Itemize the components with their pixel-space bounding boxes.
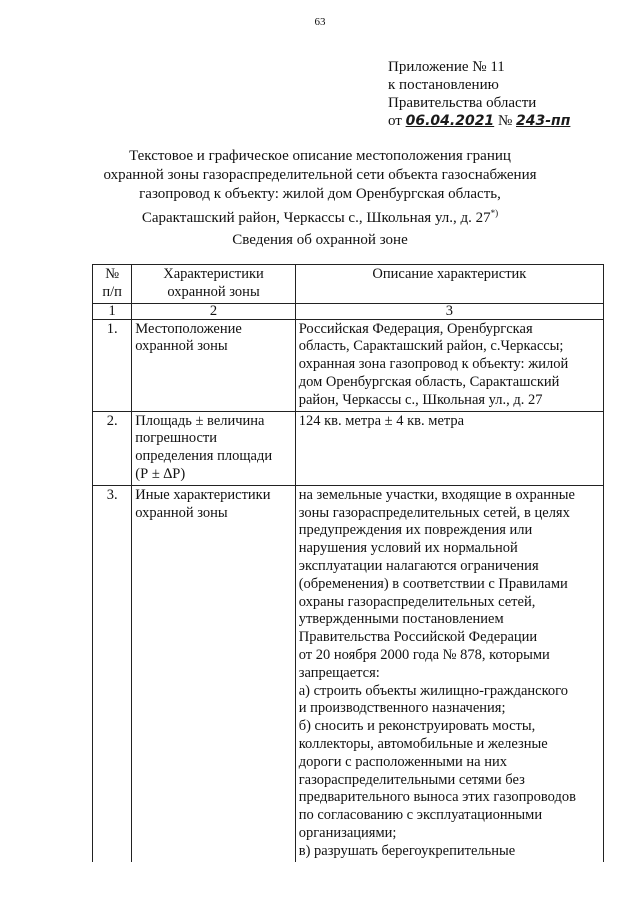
cell-text: а) строить объекты жилищно-гражданского xyxy=(298,682,568,699)
cell-text: Иные характеристики xyxy=(135,486,271,503)
cell-text: Российская Федерация, Оренбургская xyxy=(298,320,533,337)
cell-text: 124 кв. метра ± 4 кв. метра xyxy=(298,412,465,429)
appendix-date-line xyxy=(388,112,570,130)
date-prefix: от xyxy=(388,113,402,129)
cell-text: по согласованию с эксплуатационными xyxy=(298,807,543,824)
title-line: газопровод к объекту: жилой дом Оренбургская область, xyxy=(139,186,501,202)
header-text: № xyxy=(105,266,120,282)
cell-text: предупреждения их повреждения или xyxy=(298,522,533,539)
footnote-mark: *) xyxy=(490,208,499,218)
row-number: 3. xyxy=(93,485,132,861)
cell-text: (Р ± ∆Р) xyxy=(135,465,186,482)
cell-text: охраны газораспределительных сетей, xyxy=(298,593,536,610)
cell-text: дом Оренбургская область, Саракташский xyxy=(298,373,560,390)
cell-text: от 20 ноября 2000 года № 878, которыми xyxy=(298,646,550,663)
row-characteristic xyxy=(132,411,295,485)
appendix-block xyxy=(388,58,570,130)
column-number: 3 xyxy=(295,303,603,319)
handwritten-number: 243-пп xyxy=(516,113,571,129)
cell-text: нарушения условий их нормальной xyxy=(298,540,518,557)
cell-text: Правительства Российской Федерации xyxy=(298,629,538,646)
appendix-line-1: Приложение № 11 xyxy=(388,59,505,75)
cell-text: эксплуатации налагаются ограничения xyxy=(298,557,539,574)
table-header-row xyxy=(93,265,604,304)
cell-text: район, Черкассы с., Школьная ул., д. 27 xyxy=(298,391,543,408)
cell-text: охранная зона газопровод к объекту: жилой xyxy=(298,356,569,373)
document-title xyxy=(100,147,540,228)
header-description xyxy=(295,265,603,304)
appendix-line-3: Правительства области xyxy=(388,95,537,111)
header-text: охранной зоны xyxy=(167,283,260,300)
appendix-line-2: к постановлению xyxy=(388,77,499,93)
cell-text: зоны газораспределительных сетей, в целях xyxy=(298,504,570,521)
column-number-row xyxy=(93,303,604,319)
cell-text: утвержденными постановлением xyxy=(298,611,504,628)
row-characteristic xyxy=(132,485,295,861)
header-text: п/п xyxy=(102,283,122,300)
title-line-text: Саракташский район, Черкассы с., Школьная ул., д. 27 xyxy=(141,210,491,226)
header-text: Описание характеристик xyxy=(372,266,527,282)
row-description xyxy=(295,319,603,411)
title-line: охранной зоны газораспределительной сети объекта газоснабжения xyxy=(103,167,537,183)
cell-text: организациями; xyxy=(298,824,397,841)
cell-text: область, Саракташский район, с.Черкассы; xyxy=(298,338,564,355)
cell-text: Площадь ± величина xyxy=(135,412,265,429)
header-characteristic xyxy=(132,265,295,304)
column-number: 2 xyxy=(132,303,295,319)
row-characteristic xyxy=(132,319,295,411)
cell-text: Местоположение xyxy=(135,320,242,337)
cell-text: коллекторы, автомобильные и железные xyxy=(298,735,548,752)
row-description xyxy=(295,485,603,861)
table-row xyxy=(93,411,604,485)
page-number: 63 xyxy=(314,16,326,28)
title-line: Текстовое и графическое описание местоположения границ xyxy=(129,148,511,164)
cell-text: охранной зоны xyxy=(135,504,228,521)
cell-text: в) разрушать берегоукрепительные xyxy=(298,842,516,859)
section-subtitle: Сведения об охранной зоне xyxy=(232,232,408,248)
cell-text: б) сносить и реконструировать мосты, xyxy=(298,718,536,735)
cell-text: (обременения) в соответствии с Правилами xyxy=(298,575,568,592)
cell-text: и производственного назначения; xyxy=(298,700,506,717)
number-prefix: № xyxy=(497,113,513,129)
cell-text: определения площади xyxy=(135,448,273,465)
cell-text: охранной зоны xyxy=(135,338,228,355)
title-line xyxy=(100,204,540,228)
cell-text: запрещается: xyxy=(298,664,380,681)
column-number: 1 xyxy=(93,303,132,319)
cell-text: погрешности xyxy=(135,430,218,447)
cell-text: предварительного выноса этих газопроводов xyxy=(298,789,576,806)
cell-text: газораспределительными сетями без xyxy=(298,771,525,788)
table-row xyxy=(93,485,604,861)
handwritten-date: 06.04.2021 xyxy=(405,113,495,129)
header-number xyxy=(93,265,132,304)
row-number: 1. xyxy=(93,319,132,411)
protection-zone-table xyxy=(92,264,604,862)
row-description xyxy=(295,411,603,485)
cell-text: на земельные участки, входящие в охранные xyxy=(298,486,575,503)
row-number: 2. xyxy=(93,411,132,485)
table-row xyxy=(93,319,604,411)
cell-text: дороги с расположенными на них xyxy=(298,753,507,770)
header-text: Характеристики xyxy=(163,266,264,282)
